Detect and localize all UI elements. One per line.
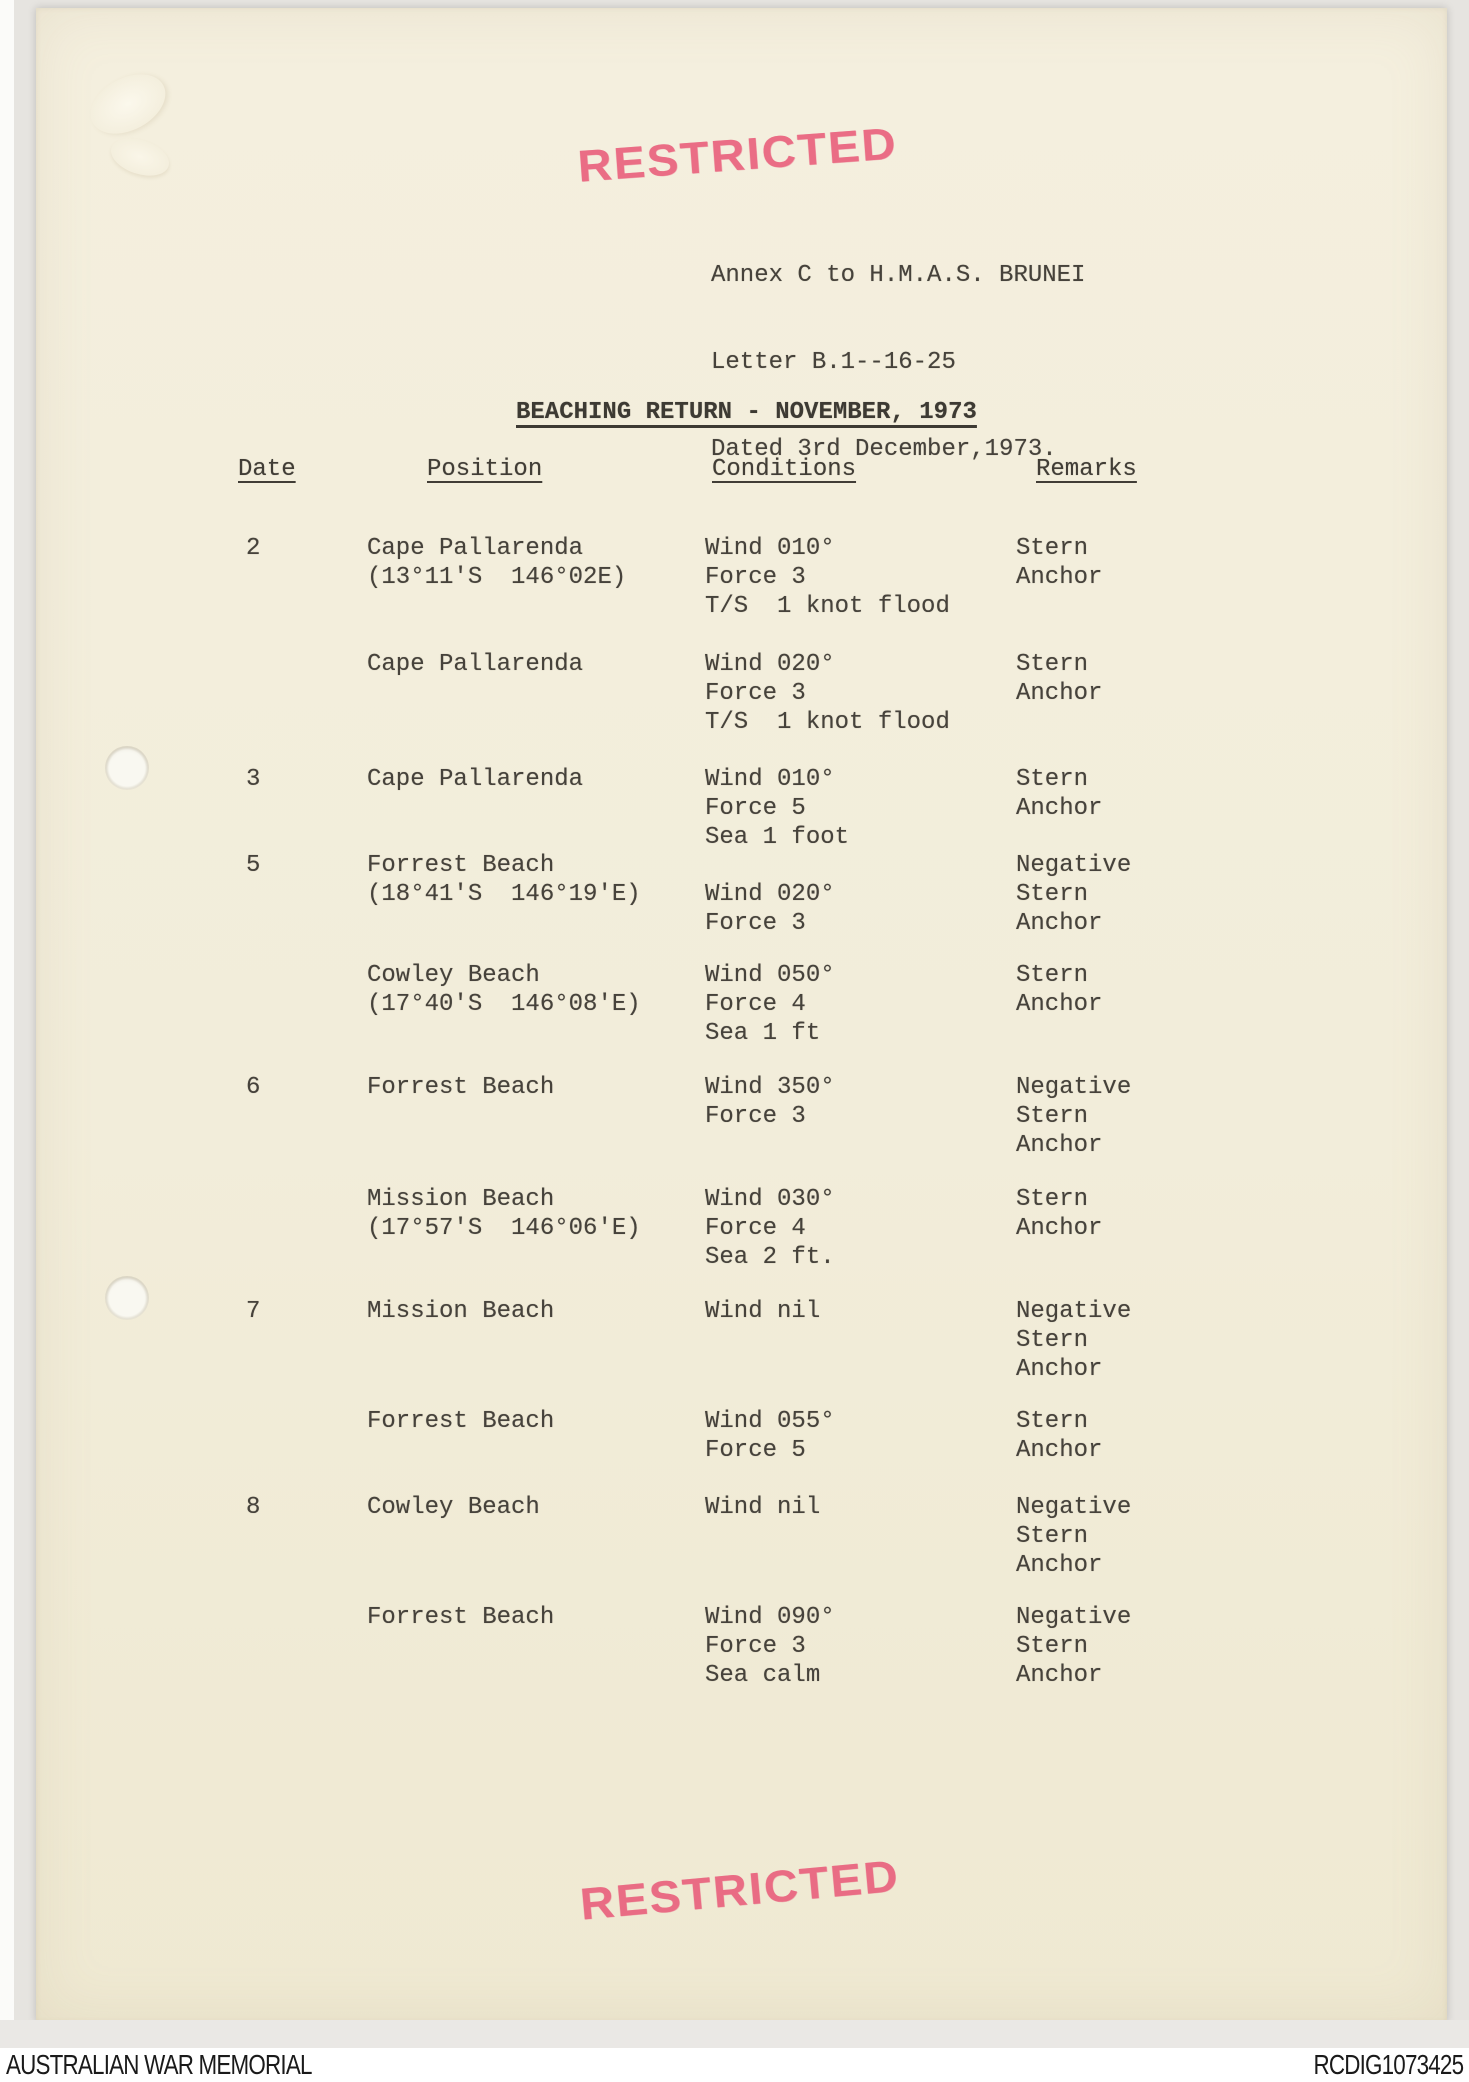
- remarks-line: Anchor: [1016, 1356, 1103, 1383]
- remarks-line: Anchor: [1016, 910, 1103, 937]
- remarks-line: Stern: [1016, 1186, 1089, 1213]
- cell-remarks: [1016, 650, 1102, 708]
- cell-remarks: [1016, 851, 1131, 938]
- position-line: Cape Pallarenda: [367, 766, 584, 793]
- position-line: Cape Pallarenda: [367, 535, 584, 562]
- cell-remarks: [1016, 961, 1102, 1019]
- remarks-line: Stern: [1016, 1523, 1089, 1550]
- conditions-line: Wind 030°: [705, 1186, 835, 1213]
- position-line: (13°11'S 146°02E): [367, 564, 627, 591]
- cell-date: [246, 851, 260, 880]
- position-line: Forrest Beach: [367, 1074, 555, 1101]
- cell-conditions: [705, 1185, 835, 1272]
- position-line: Mission Beach: [367, 1298, 555, 1325]
- page-title-text: BEACHING RETURN - NOVEMBER, 1973: [516, 399, 977, 426]
- cell-conditions: [705, 1297, 820, 1326]
- cell-remarks: [1016, 1073, 1131, 1160]
- remarks-line: Stern: [1016, 881, 1089, 908]
- cell-position: [367, 534, 626, 592]
- cell-position: [367, 1185, 641, 1243]
- cell-position: [367, 1493, 540, 1522]
- cell-remarks: [1016, 1297, 1131, 1384]
- conditions-line: Wind 020°: [705, 651, 835, 678]
- cell-conditions: [705, 534, 950, 621]
- date-line: 6: [246, 1074, 261, 1101]
- conditions-line: Wind 350°: [705, 1074, 835, 1101]
- cell-conditions: [705, 1603, 835, 1690]
- conditions-line: Sea calm: [705, 1662, 821, 1689]
- conditions-line: Force 3: [705, 1633, 806, 1660]
- position-line: Forrest Beach: [367, 1408, 555, 1435]
- remarks-line: Anchor: [1016, 1662, 1103, 1689]
- cell-conditions: [705, 1073, 835, 1131]
- column-header-conditions: Conditions: [712, 456, 857, 483]
- conditions-line: Force 4: [705, 1215, 806, 1242]
- position-line: Mission Beach: [367, 1186, 555, 1213]
- cell-remarks: [1016, 1407, 1102, 1465]
- conditions-line: Wind 020°: [705, 881, 835, 908]
- remarks-line: Negative: [1016, 1074, 1132, 1101]
- position-line: Cowley Beach: [367, 1494, 540, 1521]
- cell-conditions: [705, 961, 835, 1048]
- cell-position: [367, 1297, 554, 1326]
- remarks-line: Stern: [1016, 651, 1089, 678]
- cell-date: [246, 534, 260, 563]
- remarks-line: Stern: [1016, 766, 1089, 793]
- remarks-line: Stern: [1016, 1408, 1089, 1435]
- remarks-line: Anchor: [1016, 1437, 1103, 1464]
- position-line: Forrest Beach: [367, 1604, 555, 1631]
- remarks-line: Stern: [1016, 535, 1089, 562]
- footer-archive-name: AUSTRALIAN WAR MEMORIAL: [6, 2049, 312, 2080]
- cell-position: [367, 1073, 554, 1102]
- remarks-line: Anchor: [1016, 564, 1103, 591]
- cell-remarks: [1016, 534, 1102, 592]
- conditions-line: Wind 050°: [705, 962, 835, 989]
- conditions-line: T/S 1 knot flood: [705, 593, 950, 620]
- column-header-date: Date: [238, 456, 296, 483]
- cell-conditions: [705, 1493, 820, 1522]
- cell-date: [246, 765, 260, 794]
- cell-conditions: [705, 765, 849, 852]
- cell-remarks: [1016, 765, 1102, 823]
- conditions-line: Wind 010°: [705, 766, 835, 793]
- cell-position: [367, 1603, 554, 1632]
- remarks-line: Negative: [1016, 1298, 1132, 1325]
- conditions-line: Wind 010°: [705, 535, 835, 562]
- conditions-line: Force 4: [705, 991, 806, 1018]
- cell-position: [367, 765, 583, 794]
- remarks-line: Negative: [1016, 1604, 1132, 1631]
- remarks-line: Anchor: [1016, 1552, 1103, 1579]
- remarks-line: Anchor: [1016, 991, 1103, 1018]
- conditions-line: Sea 1 foot: [705, 824, 850, 851]
- remarks-line: Stern: [1016, 1103, 1089, 1130]
- scan-bottom-strip: [0, 2020, 1469, 2048]
- cell-conditions: [705, 650, 950, 737]
- date-line: 7: [246, 1298, 261, 1325]
- cell-remarks: [1016, 1603, 1131, 1690]
- cell-position: [367, 851, 641, 909]
- position-line: Cowley Beach: [367, 962, 540, 989]
- position-line: (18°41'S 146°19'E): [367, 881, 641, 908]
- cell-position: [367, 1407, 554, 1436]
- cell-date: [246, 1493, 260, 1522]
- column-header-remarks: Remarks: [1036, 456, 1137, 483]
- conditions-line: Force 3: [705, 680, 806, 707]
- cell-conditions: [705, 1407, 835, 1465]
- remarks-line: Stern: [1016, 1327, 1089, 1354]
- conditions-line: [705, 851, 835, 880]
- conditions-line: Force 5: [705, 1437, 806, 1464]
- letterhead-line-dated: Dated 3rd December,1973.: [711, 436, 1057, 463]
- letterhead-line-annex: Annex C to H.M.A.S. BRUNEI: [711, 262, 1086, 289]
- conditions-line: Wind nil: [705, 1494, 821, 1521]
- remarks-line: Stern: [1016, 1633, 1089, 1660]
- cell-date: [246, 1073, 260, 1102]
- date-line: 8: [246, 1494, 261, 1521]
- conditions-line: T/S 1 knot flood: [705, 709, 950, 736]
- conditions-line: Wind nil: [705, 1298, 821, 1325]
- position-line: Forrest Beach: [367, 852, 555, 879]
- conditions-line: Force 5: [705, 795, 806, 822]
- date-line: 2: [246, 535, 261, 562]
- cell-position: [367, 961, 641, 1019]
- column-header-position: Position: [427, 456, 543, 483]
- position-line: Cape Pallarenda: [367, 651, 584, 678]
- remarks-line: Anchor: [1016, 680, 1103, 707]
- remarks-line: Negative: [1016, 852, 1132, 879]
- cell-remarks: [1016, 1493, 1131, 1580]
- footer-bar: [0, 2048, 1469, 2082]
- date-line: 3: [246, 766, 261, 793]
- footer-catalog-number: RCDIG1073425: [1313, 2049, 1463, 2080]
- conditions-line: Force 3: [705, 910, 806, 937]
- remarks-line: Anchor: [1016, 1215, 1103, 1242]
- conditions-line: Force 3: [705, 1103, 806, 1130]
- conditions-line: Sea 2 ft.: [705, 1244, 835, 1271]
- remarks-line: Stern: [1016, 962, 1089, 989]
- conditions-line: Force 3: [705, 564, 806, 591]
- position-line: (17°40'S 146°08'E): [367, 991, 641, 1018]
- conditions-line: Wind 055°: [705, 1408, 835, 1435]
- position-line: (17°57'S 146°06'E): [367, 1215, 641, 1242]
- cell-position: [367, 650, 583, 679]
- restricted-stamp-top: RESTRICTED: [576, 117, 900, 192]
- cell-date: [246, 1297, 260, 1326]
- cell-conditions: [705, 851, 835, 938]
- remarks-line: Negative: [1016, 1494, 1132, 1521]
- remarks-line: Anchor: [1016, 795, 1103, 822]
- conditions-line: Sea 1 ft: [705, 1020, 821, 1047]
- cell-remarks: [1016, 1185, 1102, 1243]
- letterhead-line-letter: Letter B.1--16-25: [711, 349, 956, 376]
- remarks-line: Anchor: [1016, 1132, 1103, 1159]
- date-line: 5: [246, 852, 261, 879]
- conditions-line: Wind 090°: [705, 1604, 835, 1631]
- restricted-stamp-bottom: RESTRICTED: [578, 1849, 902, 1930]
